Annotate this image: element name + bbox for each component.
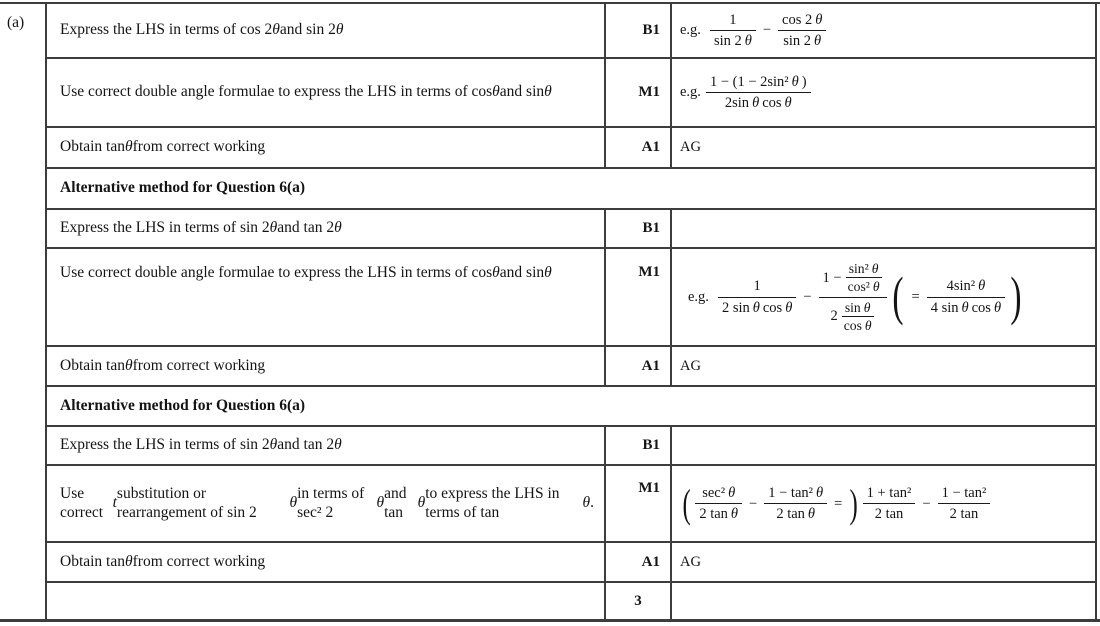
fraction-numerator: 1 − tan² θ [764, 485, 827, 504]
fraction-denominator: 2 tan θ [699, 506, 739, 523]
fraction-numerator: cos 2 θ [778, 12, 826, 31]
fraction-numerator: sin θ [842, 300, 874, 317]
step-description: Use correct double angle formulae to express the LHS in terms of cos θ and sin θ [47, 249, 606, 346]
table-row [47, 59, 1095, 128]
equals-sign: = [834, 495, 843, 512]
minus-operator: − [803, 288, 812, 305]
alt-method-header: Alternative method for Question 6(a) [47, 387, 1095, 427]
fraction [695, 485, 742, 522]
fraction-numerator: 1 − (1 − 2sin² θ ) [706, 74, 811, 93]
empty-cell [672, 583, 1095, 619]
table-bottom-border [0, 619, 1100, 622]
inner-fraction [846, 261, 882, 295]
guidance-cell: AG [680, 138, 701, 155]
fraction [778, 12, 826, 49]
table-right-border [1095, 2, 1097, 620]
table-row [47, 347, 1095, 387]
mark-cell: M1 [606, 249, 672, 346]
close-paren: ) [1010, 266, 1022, 327]
fraction-denominator [819, 298, 887, 334]
formula-example [680, 74, 813, 111]
fraction [863, 485, 916, 522]
mark-cell: M1 [606, 59, 672, 126]
guidance-cell [672, 427, 1095, 464]
open-paren: ( [891, 266, 904, 327]
eg-label: e.g. [680, 22, 701, 39]
close-paren: ) [849, 480, 859, 526]
guidance-cell [672, 4, 1095, 57]
fraction-denominator: 2 sin θ cos θ [721, 299, 793, 316]
numerator-text: 1 − [822, 269, 842, 286]
table-row [47, 466, 1095, 543]
fraction-numerator: 1 − tan² [938, 485, 991, 504]
formula-example [680, 480, 992, 526]
fraction-denominator: cos² θ [847, 279, 880, 295]
step-description: Express the LHS in terms of sin 2 θ and tan 2 θ [47, 210, 606, 247]
fraction-denominator: 2 tan [949, 506, 979, 523]
denominator-text: 2 [830, 308, 838, 325]
mark-scheme-table [47, 4, 1095, 619]
fraction-numerator: sin² θ [846, 261, 882, 278]
step-description: Use correct t substitution or rearrangement of sin 2 θ in terms of sec² 2 θ and tan θ to express the LHS in terms of tan θ . [47, 466, 606, 541]
complex-fraction [819, 261, 887, 333]
fraction-numerator: 1 + tan² [863, 485, 916, 504]
table-row [47, 427, 1095, 466]
total-row [47, 583, 1095, 619]
guidance-cell [672, 59, 1095, 126]
mark-cell: B1 [606, 210, 672, 247]
minus-operator: − [762, 22, 772, 39]
table-row [47, 128, 1095, 169]
mark-cell: A1 [606, 347, 672, 385]
step-description: Obtain tan θ from correct working [47, 347, 606, 385]
guidance-cell: AG [680, 553, 701, 570]
fraction-denominator: 2sin θ cos θ [724, 94, 792, 111]
inner-fraction [842, 300, 874, 334]
fraction [718, 278, 796, 315]
step-description: Use correct double angle formulae to express the LHS in terms of cos θ and sin θ [47, 59, 606, 126]
fraction [938, 485, 991, 522]
open-paren: ( [682, 480, 691, 526]
table-row [47, 249, 1095, 348]
table-row [47, 4, 1095, 59]
mark-cell: A1 [606, 128, 672, 167]
mark-cell: A1 [606, 543, 672, 581]
fraction [764, 485, 827, 522]
step-description: Express the LHS in terms of sin 2 θ and tan 2 θ [47, 427, 606, 464]
step-description: Express the LHS in terms of cos 2 θ and sin 2 θ [47, 4, 606, 57]
fraction-denominator: 2 tan θ [776, 506, 816, 523]
fraction-numerator: 4sin² θ [927, 278, 1005, 297]
eg-label: e.g. [680, 84, 701, 101]
alt-method-header: Alternative method for Question 6(a) [47, 169, 1095, 210]
fraction-denominator: cos θ [843, 317, 872, 333]
guidance-cell: AG [680, 357, 701, 374]
minus-operator: − [749, 495, 758, 512]
fraction [927, 278, 1005, 315]
empty-cell [47, 583, 606, 619]
mark-cell: B1 [606, 4, 672, 57]
minus-operator: − [922, 495, 931, 512]
fraction [710, 12, 756, 49]
step-description: Obtain tan θ from correct working [47, 128, 606, 167]
fraction-denominator: 2 tan [874, 506, 904, 523]
fraction-numerator: 1 [718, 278, 796, 297]
fraction-denominator: 4 sin θ cos θ [930, 299, 1002, 316]
fraction [706, 74, 811, 111]
mark-cell: M1 [606, 466, 672, 541]
total-marks: 3 [606, 583, 672, 619]
guidance-cell [672, 466, 1095, 541]
mark-cell: B1 [606, 427, 672, 464]
step-description: Obtain tan θ from correct working [47, 543, 606, 581]
question-part-label: (a) [7, 14, 25, 31]
eg-label: e.g. [688, 288, 709, 305]
table-row [47, 543, 1095, 583]
formula-example [688, 261, 1025, 333]
fraction-numerator: 1 [710, 12, 756, 31]
equals-sign: = [911, 288, 920, 305]
fraction-denominator: sin 2 θ [713, 32, 752, 49]
guidance-cell [672, 210, 1095, 247]
table-row [47, 210, 1095, 249]
fraction-denominator: sin 2 θ [783, 32, 822, 49]
fraction-numerator: sec² θ [695, 485, 742, 504]
fraction-numerator [819, 261, 887, 298]
guidance-cell [672, 249, 1095, 346]
formula-example [680, 12, 828, 49]
